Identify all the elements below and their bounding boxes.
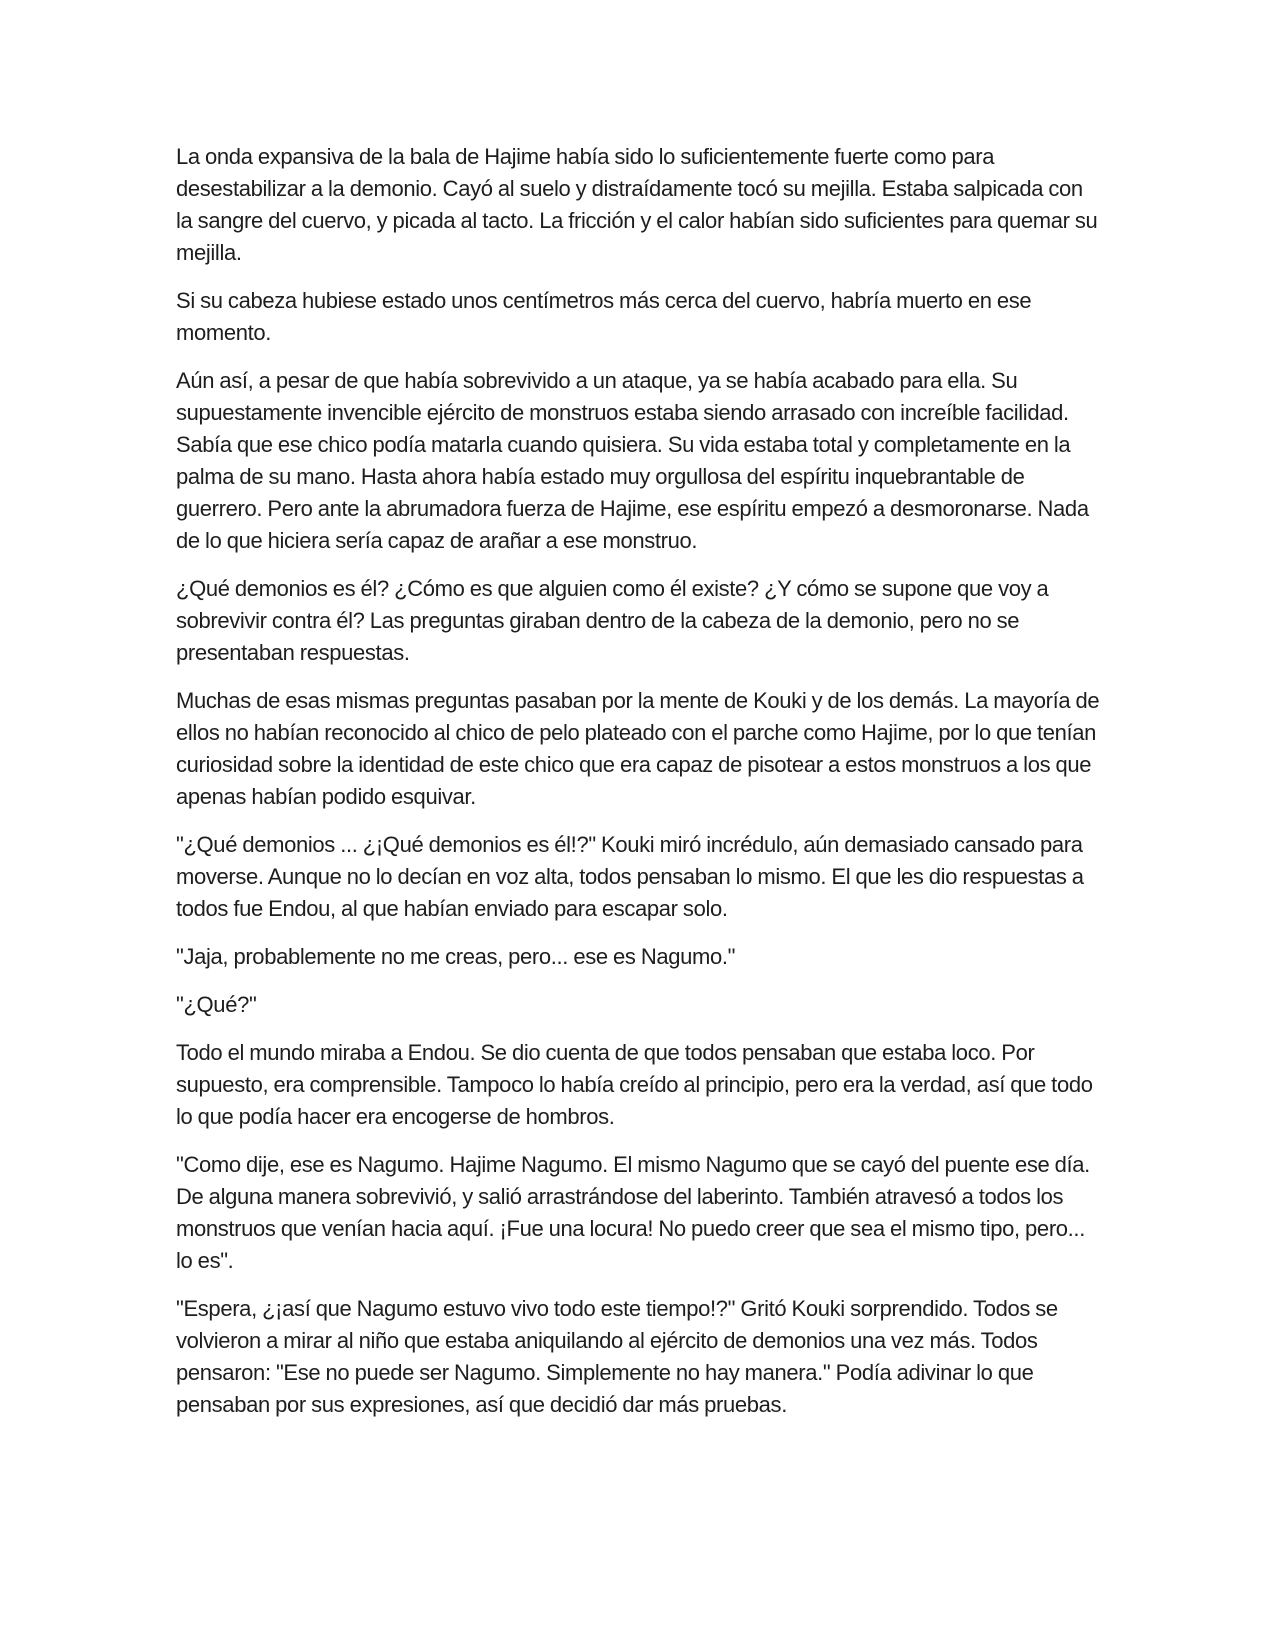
paragraph-10: "Como dije, ese es Nagumo. Hajime Nagumo. El mismo Nagumo que se cayó del puente ese día. De alguna manera sobrevivió, y salió arrastrándose del laberinto. También atravesó a todos los monstruos que venían hacia aquí. ¡Fue una locura! No puedo creer que sea el mismo tipo, pero... lo es".: [176, 1152, 1090, 1273]
paragraph-11: "Espera, ¿¡así que Nagumo estuvo vivo todo este tiempo!?" Gritó Kouki sorprendido. Todos se volvieron a mirar al niño que estaba aniquilando al ejército de demonios una vez más. Todos pensaron: "Ese no puede ser Nagumo. Simplemente no hay manera." Podía adivinar lo que pensaban por sus expresiones, así que decidió dar más pruebas.: [176, 1296, 1058, 1417]
paragraph-5: Muchas de esas mismas preguntas pasaban por la mente de Kouki y de los demás. La mayoría de ellos no habían reconocido al chico de pelo plateado con el parche como Hajime, por lo que tenían curiosidad sobre la identidad de este chico que era capaz de pisotear a estos monstruos a los que apenas habían podido esquivar.: [176, 688, 1100, 809]
paragraph-3: Aún así, a pesar de que había sobrevivido a un ataque, ya se había acabado para ella. Su supuestamente invencible ejército de monstruos estaba siendo arrasado con increíble facilidad. Sabía que ese chico podía matarla cuando quisiera. Su vida estaba total y completamente en la palma de su mano. Hasta ahora había estado muy orgullosa del espíritu inquebrantable de guerrero. Pero ante la abrumadora fuerza de Hajime, ese espíritu empezó a desmoronarse. Nada de lo que hiciera sería capaz de arañar a ese monstruo.: [176, 368, 1089, 553]
paragraph-6: "¿Qué demonios ... ¿¡Qué demonios es él!?" Kouki miró incrédulo, aún demasiado cansado para moverse. Aunque no lo decían en voz alta, todos pensaban lo mismo. El que les dio respuestas a todos fue Endou, al que habían enviado para escapar solo.: [176, 832, 1084, 921]
paragraph-2: Si su cabeza hubiese estado unos centímetros más cerca del cuervo, habría muerto en ese momento.: [176, 288, 1032, 345]
paragraph-1: La onda expansiva de la bala de Hajime había sido lo suficientemente fuerte como para desestabilizar a la demonio. Cayó al suelo y distraídamente tocó su mejilla. Estaba salpicada con la sangre del cuervo, y picada al tacto. La fricción y el calor habían sido suficientes para quemar su mejilla.: [176, 144, 1098, 265]
paragraph-4: ¿Qué demonios es él? ¿Cómo es que alguien como él existe? ¿Y cómo se supone que voy a sobrevivir contra él? Las preguntas giraban dentro de la cabeza de la demonio, pero no se presentaban respuestas.: [176, 576, 1049, 665]
paragraph-9: Todo el mundo miraba a Endou. Se dio cuenta de que todos pensaban que estaba loco. Por supuesto, era comprensible. Tampoco lo había creído al principio, pero era la verdad, así que todo lo que podía hacer era encogerse de hombros.: [176, 1040, 1093, 1129]
document-page: [176, 141, 1102, 1437]
paragraph-7: "Jaja, probablemente no me creas, pero... ese es Nagumo.": [176, 944, 736, 969]
paragraph-8: "¿Qué?": [176, 992, 257, 1017]
